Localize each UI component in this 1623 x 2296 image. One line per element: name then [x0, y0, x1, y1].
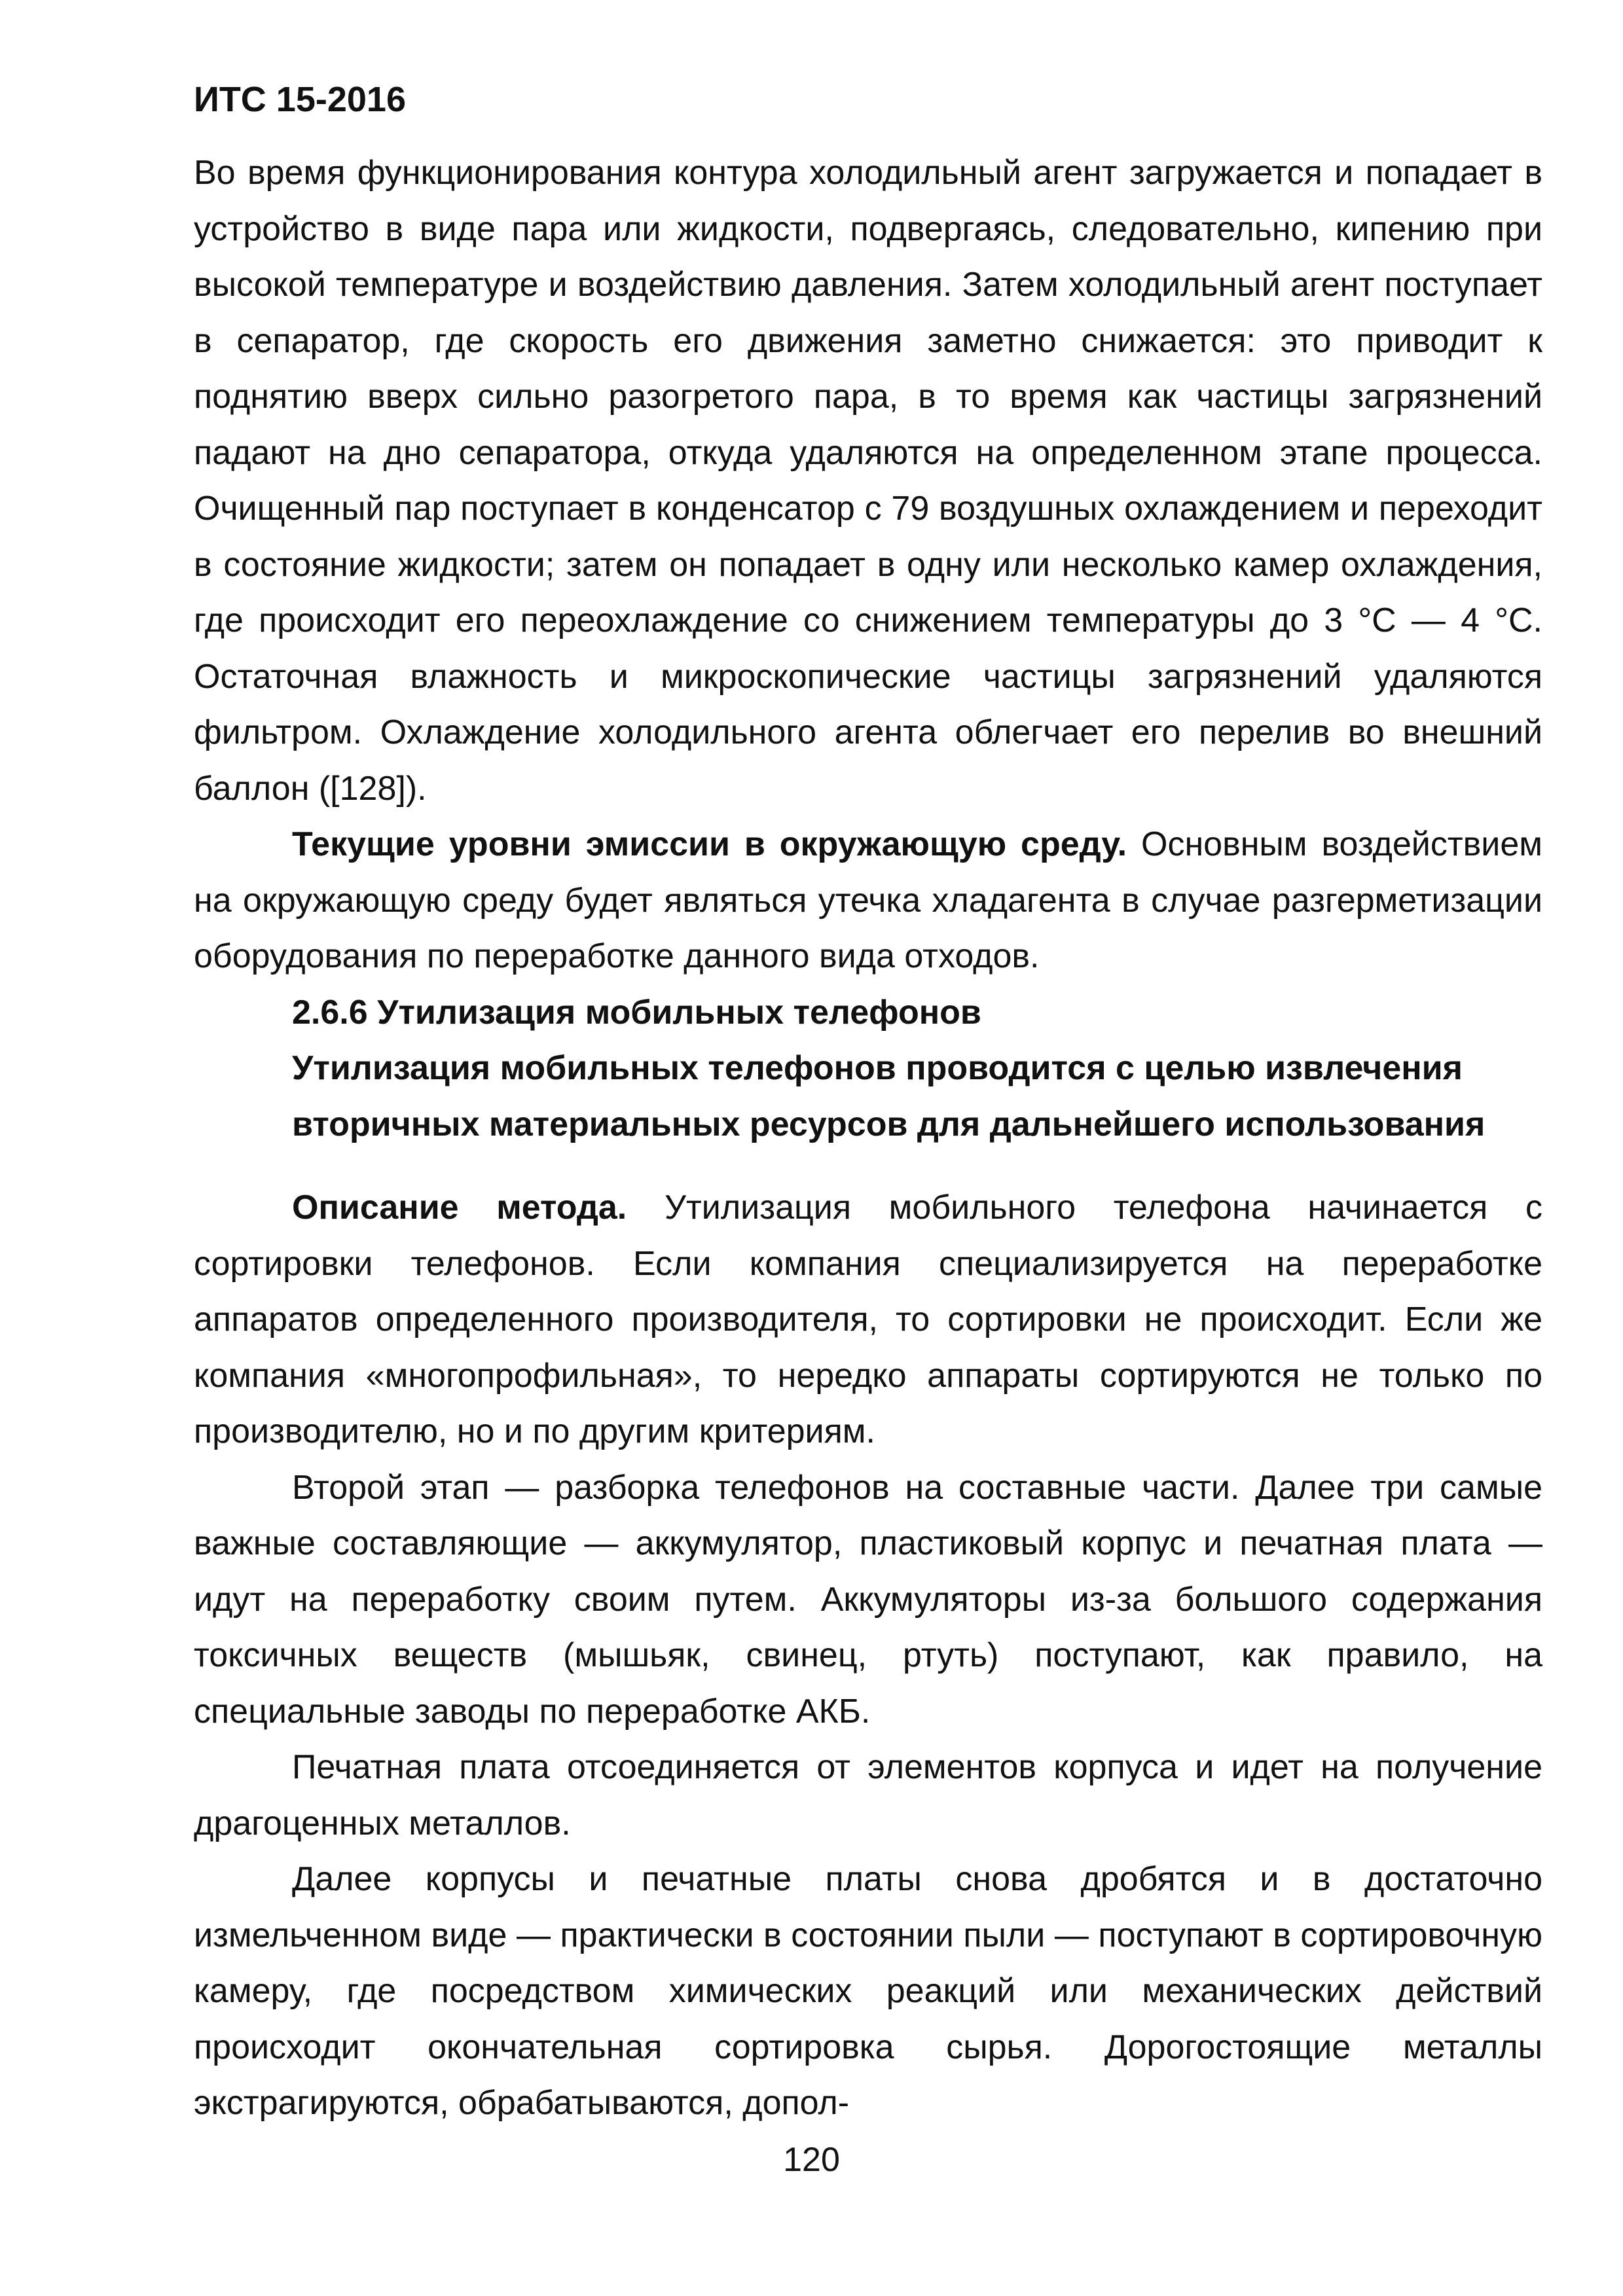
paragraph-circuit-board: Печатная плата отсоединяется от элементов корпуса и идет на получение драгоценных металлов. — [194, 1748, 1542, 1842]
method-description-text: Утилизация мобильного телефона начинается с сортировки телефонов. Если компания специализируется на переработке аппаратов определенного производителя, то сортировки не происходит. Если же компания «многопрофильная», то нередко аппараты сортируются не только по производителю, но и по другим критериям. — [194, 1189, 1542, 1450]
emission-levels-lead: Текущие уровни эмиссии в окружающую среду. — [292, 825, 1127, 863]
emission-levels-text: Основным воздействием на окружающую среду будет являться утечка хладагента в случае разгерметизации оборудования по переработке данного вида отходов. — [194, 825, 1542, 975]
section-heading: 2.6.6 Утилизация мобильных телефонов — [292, 993, 981, 1031]
method-description-lead: Описание метода. — [292, 1189, 627, 1227]
paragraph-emission-levels — [194, 817, 1542, 985]
paragraph-crushing-sorting: Далее корпусы и печатные платы снова дробятся и в достаточно измельченном виде — практически в состоянии пыли — поступают в сортировочную камеру, где посредством химических реакций или механических действий происходит окончательная сортировка сырья. Дорогостоящие металлы экстрагируются, обрабатываются, допол- — [194, 1860, 1542, 2122]
page-content — [194, 145, 1542, 2132]
subheading-line-2: вторичных материальных ресурсов для дальнейшего использования — [292, 1105, 1486, 1143]
paragraph-disassembly: Второй этап — разборка телефонов на составные части. Далее три самые важные составляющие — аккумулятор, пластиковый корпус и печатная плата — идут на переработку своим путем. Аккумуляторы из-за большого содержания токсичных веществ (мышьяк, свинец, ртуть) поступают, как правило, на специальные заводы по переработке АКБ. — [194, 1468, 1542, 1731]
paragraph-method-description — [194, 1180, 1542, 1460]
document-code-header: ИТС 15-2016 — [194, 80, 406, 119]
page-number: 120 — [783, 2141, 840, 2179]
subheading-line-1: Утилизация мобильных телефонов проводится с целью извлечения — [292, 1049, 1463, 1087]
section-subheading — [194, 1041, 1542, 1153]
paragraph-refrigerant-process: Во время функционирования контура холодильный агент загружается и попадает в устройство в виде пара или жидкости, подвергаясь, следовательно, кипению при высокой температуре и воздействию давления. Затем холодильный агент поступает в сепаратор, где скорость его движения заметно снижается: это приводит к поднятию вверх сильно разогретого пара, в то время как частицы загрязнений падают на дно сепаратора, откуда удаляются на определенном этапе процесса. Очищенный пар поступает в конденсатор с 79 воздушных охлаждением и переходит в состояние жидкости; затем он попадает в одну или несколько камер охлаждения, где происходит его переохлаждение со снижением температуры до 3 °С — 4 °С. Остаточная влажность и микроскопические частицы загрязнений удаляются фильтром. Охлаждение холодильного агента облегчает его перелив во внешний баллон ([128]). — [194, 154, 1542, 808]
